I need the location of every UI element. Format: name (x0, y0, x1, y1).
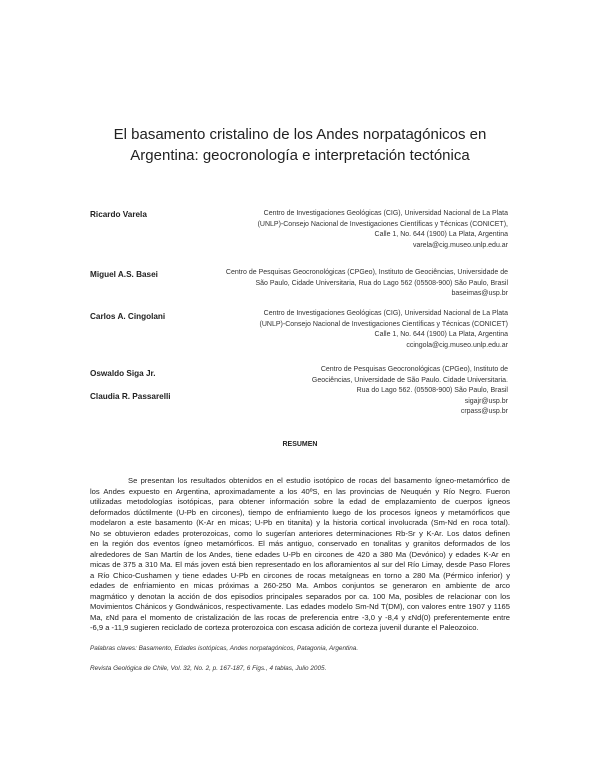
author-name-passarelli: Claudia R. Passarelli (90, 392, 171, 401)
author-affiliation-varela (258, 209, 508, 251)
affiliation-line: (UNLP)-Consejo Nacional de Investigaciones Científicas y Técnicas (CONICET) (259, 320, 508, 328)
affiliation-line: São Paulo, Cidade Universitaria, Rua do Lago 562 (05508-900) São Paulo, Brasil (255, 279, 508, 287)
author-email: sigajr@usp.br (464, 397, 508, 405)
abstract-line: a Río Chico-Cushamen y tiene edades U-Pb en circones de rocas metaígneas en torno a 280 Ma (Pérmico inferior) y (90, 570, 510, 580)
author-name-varela: Ricardo Varela (90, 210, 147, 219)
abstract-line: micas de 375 a 310 Ma. El más joven está bien representado en los afloramientos al sur del Río Limay, desde Paso Flores (90, 560, 510, 569)
abstract-line: deformados dúctilmente (U-Pb en circones), tiempo de enfriamiento luego de los procesos ígneos y metamórficos que (90, 507, 510, 517)
keywords: Palabras claves: Basamento, Edades isotópicas, Andes norpatagónicos, Patagonia, Argentina. (90, 645, 359, 652)
author-email: varela@cig.museo.unlp.edu.ar (412, 241, 508, 249)
affiliation-line: Geociências, Universidade de São Paulo. Cidade Universitaria. (311, 376, 508, 384)
affiliation-line: (UNLP)-Consejo Nacional de Investigaciones Científicas y Técnicas (CONICET), (257, 220, 508, 228)
affiliation-line: Calle 1, No. 644 (1900) La Plata, Argentina (374, 331, 508, 339)
author-affiliation-basei (226, 268, 508, 300)
abstract-line: en la región dos eventos ígneo metamórficos. El más antiguo, conservado en tonalitas y granitos deformados de los (90, 539, 510, 548)
abstract-line: edades de enfriamiento en micas próximas a 260-250 Ma. Ambos conjuntos se generaron en ambiente de arco (90, 581, 510, 590)
journal-citation: Revista Geológica de Chile, Vol. 32, No. 2, p. 167-187, 6 Figs., 4 tablas, Julio 2005. (90, 665, 327, 672)
shared-affiliation-cpgeo (312, 365, 508, 418)
abstract-line: Movimientos Chánicos y Gondwánicos, respectivamente. Las edades modelo Sm-Nd T(DM), con valores entre 1907 y 1165 (90, 602, 510, 611)
abstract-line: utilizadas metodologías isotópicas, para obtener información sobre la edad de emplazamiento de cuerpos ígneos (90, 497, 510, 506)
affiliation-line: Calle 1, No. 644 (1900) La Plata, Argentina (374, 231, 508, 239)
abstract-body (90, 476, 510, 634)
affiliation-line: Centro de Pesquisas Geocronológicas (CPGeo), Instituto de (320, 366, 508, 373)
author-name-cingolani: Carlos A. Cingolani (90, 312, 166, 321)
abstract-line: alrededores de San Martín de los Andes, tiene edades U-Pb en circones de 420 a 380 Ma (Devónico) y edades K-Ar en (90, 549, 510, 559)
title-line-2: Argentina: geocronología e interpretación tectónica (130, 147, 470, 164)
author-email: baseimas@usp.br (451, 290, 508, 298)
abstract-line: No se obtuvieron edades proterozoicas, como lo sugerían anteriores determinaciones Rb-Sr y K-Ar. Los datos definen (90, 528, 510, 538)
author-name-basei: Miguel A.S. Basei (90, 270, 158, 279)
title-line-1: El basamento cristalino de los Andes norpatagónicos en (113, 126, 487, 143)
affiliation-line: Centro de Investigaciones Geológicas (CIG), Universidad Nacional de La Plata (263, 210, 508, 217)
author-name-siga: Oswaldo Siga Jr. (90, 369, 156, 378)
abstract-line: -6,9 a -11,9 sugieren reciclado de corteza proterozoica con escasa adición de corteza juvenil durante el Paleozoico. (90, 623, 479, 632)
affiliation-line: Centro de Investigaciones Geológicas (CIG), Universidad Nacional de La Plata (263, 310, 508, 317)
abstract-line: los Andes expuesto en Argentina, aproximadamente a los 40ºS, en las provincias de Neuquén y Río Negro. Fueron (90, 486, 510, 496)
paper-title (60, 124, 540, 166)
abstract-line: Ma, εNd para el momento de cristalización de las rocas de preferencia entre -3,0 y -8,4 y εNd(0) preferentemente entre (90, 612, 510, 622)
author-affiliation-cingolani (260, 309, 508, 351)
abstract-line: magmático y denotan la acción de dos episodios principales separados por ca. 100 Ma, posibles de relacionar con los (90, 591, 510, 601)
abstract-line: modelaron a este basamento (K-Ar en micas; U-Pb en titanita) y la historia cortical involucrada (Sm-Nd en roca total). (90, 518, 510, 527)
abstract-line: Se presentan los resultados obtenidos en el estudio isotópico de rocas del basamento ígneo-metamórfico de (128, 476, 510, 485)
author-email: ccingola@cig.museo.unlp.edu.ar (406, 341, 508, 349)
resumen-heading: RESUMEN (282, 441, 318, 448)
affiliation-line: Rua do Lago 562. (05508-900) São Paulo, Brasil (356, 387, 508, 395)
author-email: crpass@usp.br (460, 408, 508, 416)
affiliation-line: Centro de Pesquisas Geocronológicas (CPGeo), Instituto de Geociências, Universidade de (225, 269, 508, 276)
